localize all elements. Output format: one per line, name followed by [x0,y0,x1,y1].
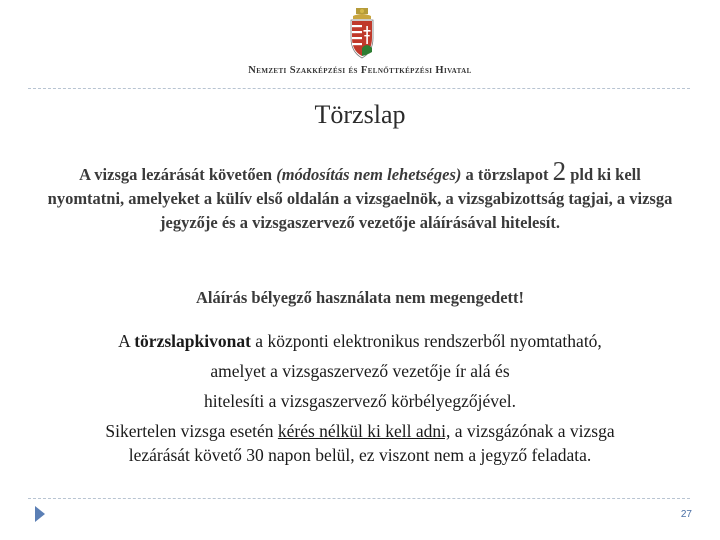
page-title: Törzslap [314,100,406,129]
extract-keyword: törzslapkivonat [134,331,251,351]
footer-divider [28,498,690,499]
failed-exam-suffix: a vizsgázónak a vizsga [450,421,615,441]
organization-name: Nemzeti Szakképzési és Felnőttképzési Hivatal [248,65,472,76]
failed-exam-underlined: kérés nélkül ki kell adni, [277,421,451,441]
paragraph1-part2: a törzslapot [461,165,553,184]
paragraph-print-instructions [40,156,680,235]
paragraph1-part1: A vizsga lezárását követően [79,165,277,184]
hungarian-coat-of-arms-icon [347,8,377,60]
failed-exam-prefix: Sikertelen vizsga esetén [105,421,278,441]
extract-line-1-suffix: a központi elektronikus rendszerből nyomtatható, [250,331,602,351]
failed-exam-line-1 [40,421,680,442]
page-number: 27 [680,509,692,520]
extract-line-1 [40,331,680,352]
copy-count: 2 [552,156,567,186]
stamp-warning: Aláírás bélyegző használata nem megengedett! [195,288,525,307]
header-divider [28,88,690,89]
extract-line-3: hitelesíti a vizsgaszervező körbélyegzőjével. [204,391,516,411]
extract-line-2: amelyet a vizsgaszervező vezetője ír alá és [210,361,510,381]
failed-exam-line-2: lezárását követő 30 napon belül, ez viszont nem a jegyző feladata. [128,445,592,465]
triangle-right-icon [34,505,46,523]
extract-line-1-prefix: A [118,331,135,351]
paragraph1-italic-note: (módosítás nem lehetséges) [276,165,462,184]
paragraph1-part3: pld ki kell nyomtatni, amelyeket a külív első oldalán a vizsgaelnök, a vizsgabizottság tagjai, a vizsga jegyzője és a vizsgaszervező vezetője aláírásával hitelesít. [47,165,673,232]
